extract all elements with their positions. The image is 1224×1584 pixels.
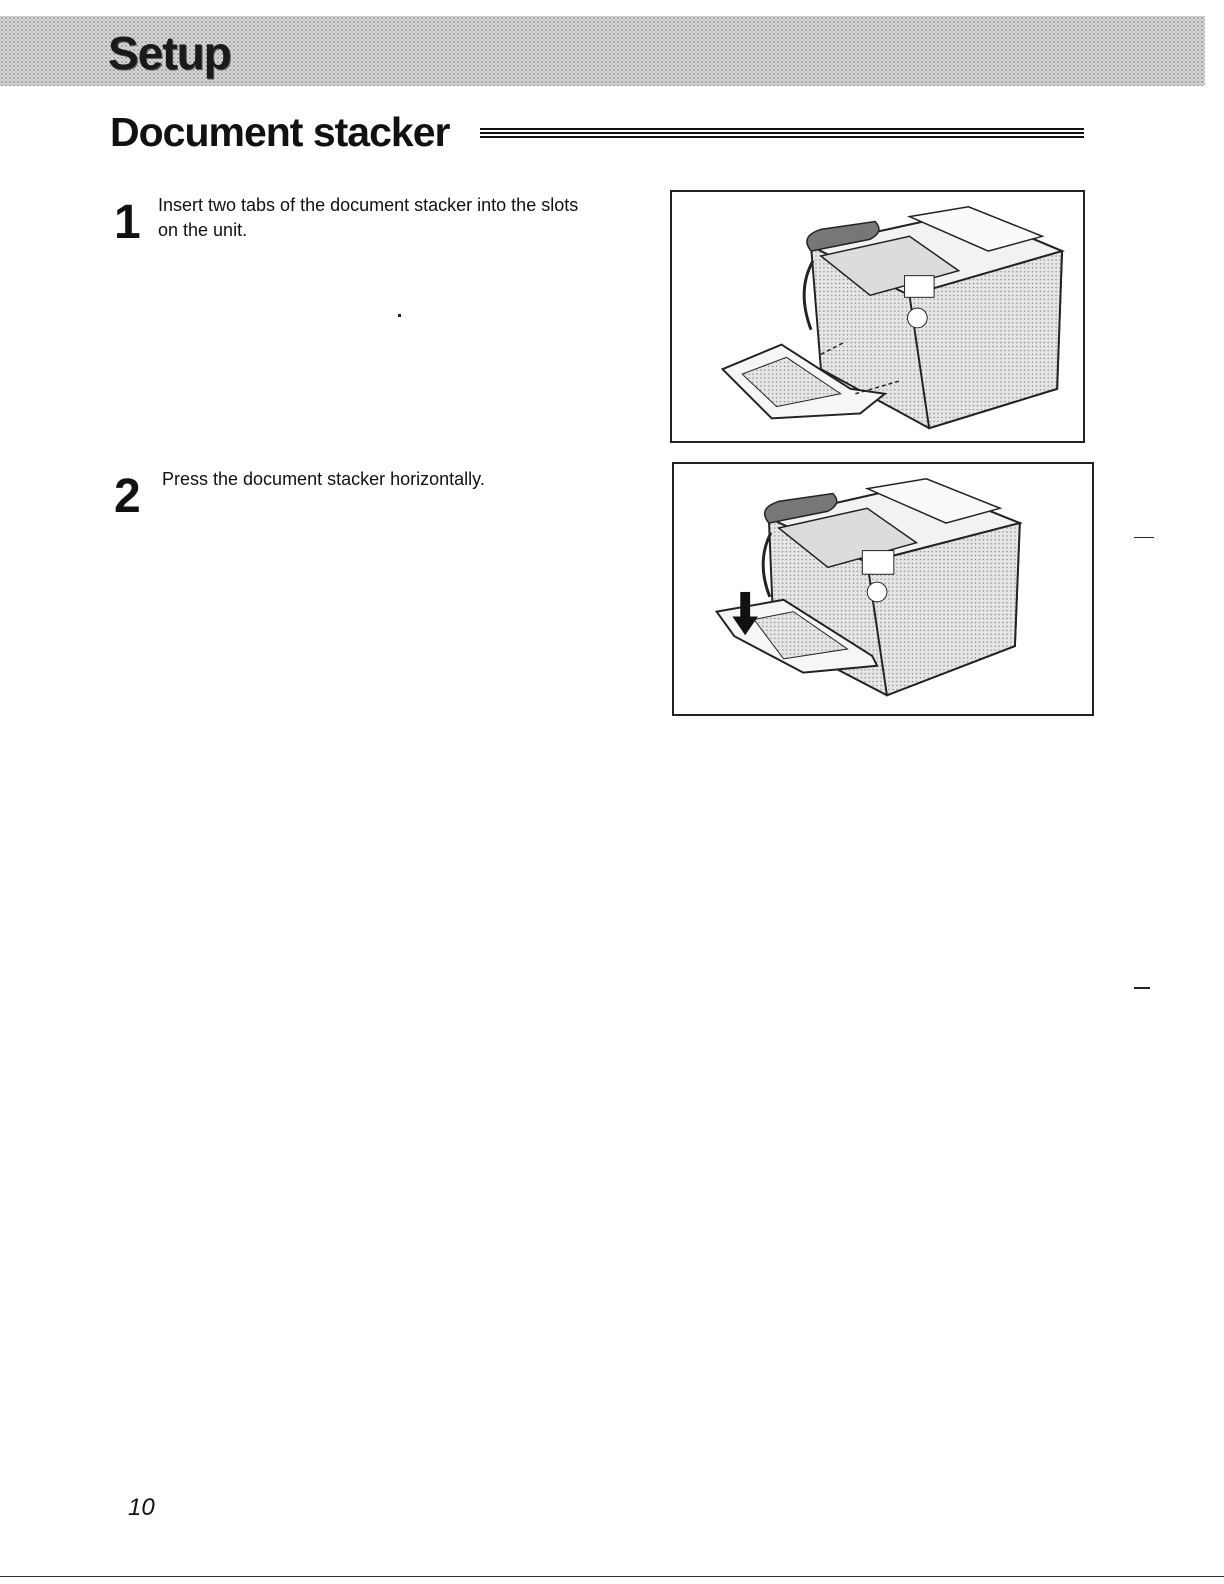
fax-machine-illustration-1 xyxy=(672,192,1083,441)
stacker-press-figure xyxy=(672,462,1094,716)
step-1-number: 1 xyxy=(114,196,141,249)
stacker-insert-figure xyxy=(670,190,1085,443)
section-title: Setup xyxy=(108,27,231,79)
scan-speck xyxy=(1134,987,1150,989)
title-rule xyxy=(480,128,1084,146)
fax-machine-illustration-2 xyxy=(674,464,1092,714)
step-2-text: Press the document stacker horizontally. xyxy=(162,469,485,489)
page-title: Document stacker xyxy=(110,109,450,155)
footer-rule xyxy=(0,1576,1224,1577)
scan-speck xyxy=(398,314,401,317)
page-number: 10 xyxy=(128,1494,155,1521)
scan-speck xyxy=(1134,537,1154,538)
step-2-number: 2 xyxy=(114,470,141,523)
step-1-text: Insert two tabs of the document stacker into the slots on the unit. xyxy=(158,195,579,240)
